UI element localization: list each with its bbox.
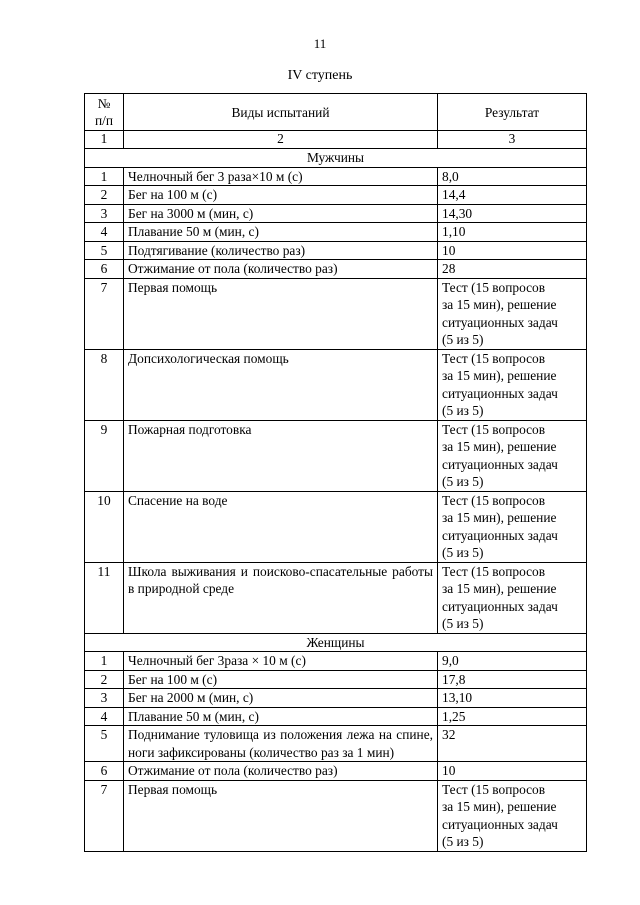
test-result: 14,4 bbox=[438, 186, 587, 205]
row-number: 9 bbox=[85, 420, 124, 491]
row-number: 10 bbox=[85, 491, 124, 562]
row-number: 3 bbox=[85, 689, 124, 708]
test-name: Бег на 2000 м (мин, с) bbox=[124, 689, 438, 708]
test-result: Тест (15 вопросов за 15 мин), решение ситуационных задач (5 из 5) bbox=[438, 780, 587, 851]
column-index-1: 1 bbox=[85, 131, 124, 149]
column-index-3: 3 bbox=[438, 131, 587, 149]
table-row bbox=[85, 278, 587, 349]
row-number: 8 bbox=[85, 349, 124, 420]
test-result: Тест (15 вопросов за 15 мин), решение ситуационных задач (5 из 5) bbox=[438, 562, 587, 633]
test-result: Тест (15 вопросов за 15 мин), решение ситуационных задач (5 из 5) bbox=[438, 491, 587, 562]
table-row bbox=[85, 186, 587, 205]
test-name: Школа выживания и поисково-спасательные работы в природной среде bbox=[124, 562, 438, 633]
test-result: 14,30 bbox=[438, 204, 587, 223]
test-result: 10 bbox=[438, 762, 587, 781]
row-number: 5 bbox=[85, 241, 124, 260]
test-name: Бег на 100 м (с) bbox=[124, 670, 438, 689]
test-name: Поднимание туловища из положения лежа на спине, ноги зафиксированы (количество раз за 1 мин) bbox=[124, 726, 438, 762]
table-row bbox=[85, 491, 587, 562]
test-name: Допсихологическая помощь bbox=[124, 349, 438, 420]
row-number: 4 bbox=[85, 707, 124, 726]
section-title: Мужчины bbox=[85, 149, 587, 168]
header-result: Результат bbox=[438, 94, 587, 131]
test-result: 9,0 bbox=[438, 652, 587, 671]
row-number: 4 bbox=[85, 223, 124, 242]
table-row bbox=[85, 762, 587, 781]
test-name: Отжимание от пола (количество раз) bbox=[124, 762, 438, 781]
test-name: Первая помощь bbox=[124, 780, 438, 851]
table-row bbox=[85, 707, 587, 726]
test-name: Первая помощь bbox=[124, 278, 438, 349]
test-result: 28 bbox=[438, 260, 587, 279]
test-result: Тест (15 вопросов за 15 мин), решение ситуационных задач (5 из 5) bbox=[438, 420, 587, 491]
test-name: Плавание 50 м (мин, с) bbox=[124, 223, 438, 242]
test-name: Спасение на воде bbox=[124, 491, 438, 562]
row-number: 7 bbox=[85, 780, 124, 851]
test-name: Пожарная подготовка bbox=[124, 420, 438, 491]
table-row bbox=[85, 562, 587, 633]
table-body bbox=[85, 149, 587, 852]
row-number: 1 bbox=[85, 167, 124, 186]
row-number: 3 bbox=[85, 204, 124, 223]
row-number: 11 bbox=[85, 562, 124, 633]
table-row bbox=[85, 223, 587, 242]
table-row bbox=[85, 420, 587, 491]
test-result: 1,10 bbox=[438, 223, 587, 242]
table-row bbox=[85, 670, 587, 689]
test-name: Плавание 50 м (мин, с) bbox=[124, 707, 438, 726]
test-name: Челночный бег 3 раза×10 м (с) bbox=[124, 167, 438, 186]
table-row bbox=[85, 726, 587, 762]
test-name: Отжимание от пола (количество раз) bbox=[124, 260, 438, 279]
table-row bbox=[85, 652, 587, 671]
row-number: 2 bbox=[85, 670, 124, 689]
header-test: Виды испытаний bbox=[124, 94, 438, 131]
row-number: 1 bbox=[85, 652, 124, 671]
test-result: 13,10 bbox=[438, 689, 587, 708]
section-row bbox=[85, 633, 587, 652]
test-result: Тест (15 вопросов за 15 мин), решение ситуационных задач (5 из 5) bbox=[438, 278, 587, 349]
test-name: Подтягивание (количество раз) bbox=[124, 241, 438, 260]
table-header-row bbox=[85, 94, 587, 131]
test-result: 1,25 bbox=[438, 707, 587, 726]
table-row bbox=[85, 167, 587, 186]
test-result: 8,0 bbox=[438, 167, 587, 186]
test-result: 17,8 bbox=[438, 670, 587, 689]
test-result: 32 bbox=[438, 726, 587, 762]
table-row bbox=[85, 349, 587, 420]
page-number: 11 bbox=[313, 36, 327, 51]
tests-table bbox=[84, 93, 587, 852]
table-row bbox=[85, 780, 587, 851]
table-row bbox=[85, 260, 587, 279]
section-title: Женщины bbox=[85, 633, 587, 652]
column-index-row bbox=[85, 131, 587, 149]
table-row bbox=[85, 241, 587, 260]
test-name: Бег на 100 м (с) bbox=[124, 186, 438, 205]
section-row bbox=[85, 149, 587, 168]
test-result: Тест (15 вопросов за 15 мин), решение ситуационных задач (5 из 5) bbox=[438, 349, 587, 420]
column-index-2: 2 bbox=[124, 131, 438, 149]
row-number: 7 bbox=[85, 278, 124, 349]
row-number: 5 bbox=[85, 726, 124, 762]
test-name: Челночный бег 3раза × 10 м (с) bbox=[124, 652, 438, 671]
header-number: № п/п bbox=[85, 94, 124, 131]
table-row bbox=[85, 204, 587, 223]
test-result: 10 bbox=[438, 241, 587, 260]
row-number: 2 bbox=[85, 186, 124, 205]
page-title: IV ступень bbox=[287, 68, 353, 83]
table-row bbox=[85, 689, 587, 708]
row-number: 6 bbox=[85, 762, 124, 781]
test-name: Бег на 3000 м (мин, с) bbox=[124, 204, 438, 223]
row-number: 6 bbox=[85, 260, 124, 279]
